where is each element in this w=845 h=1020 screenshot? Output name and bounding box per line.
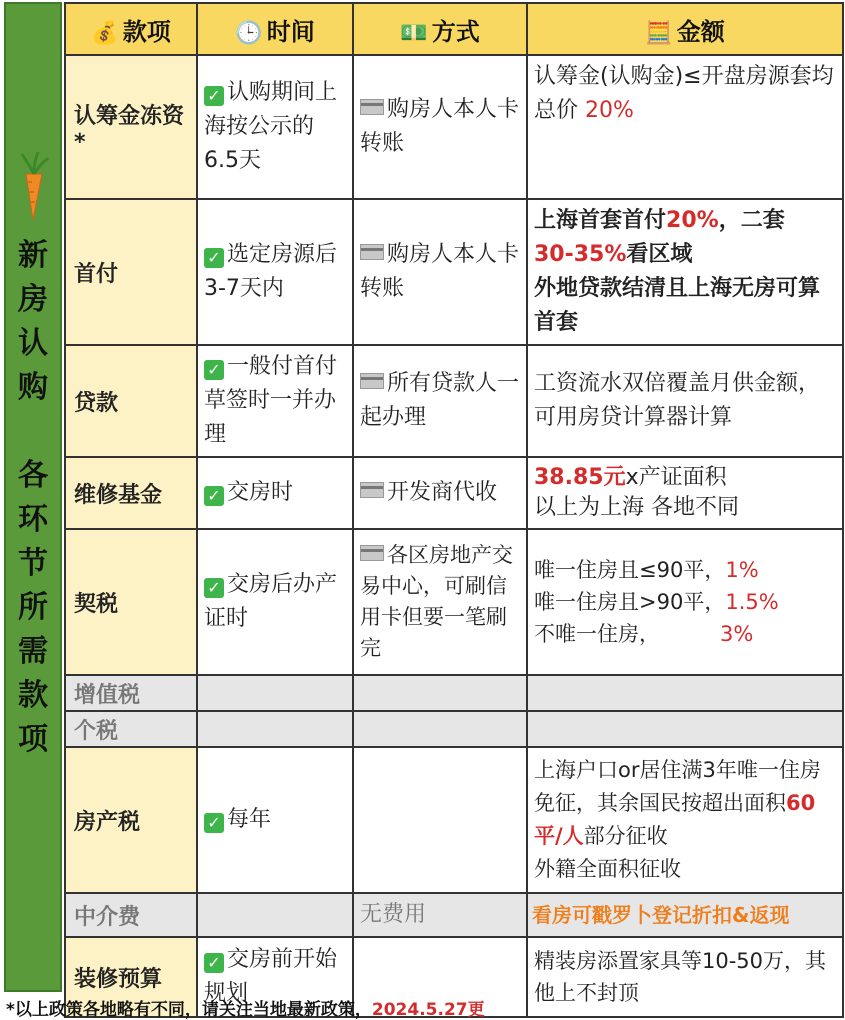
row-time <box>197 675 353 711</box>
side-title-char: 各 <box>18 458 48 493</box>
time-text: 交房时 <box>227 480 294 505</box>
amount-text: x产证面积 <box>625 465 727 490</box>
row-name: 增值税 <box>65 675 197 711</box>
side-title-char: 节 <box>18 546 48 581</box>
amount-text: 上海户口or居住满3年唯一住房免征，其余国民按超出面积 <box>534 758 821 815</box>
table-row <box>65 457 843 529</box>
row-amount <box>527 711 843 747</box>
row-name: 贷款 <box>65 345 197 457</box>
row-method <box>353 345 527 457</box>
time-text: 选定房源后3-7天内 <box>204 242 338 301</box>
row-method <box>353 529 527 675</box>
row-name: 个税 <box>65 711 197 747</box>
row-time <box>197 199 353 345</box>
row-time <box>197 747 353 893</box>
table-row <box>65 345 843 457</box>
row-time <box>197 55 353 199</box>
header-label: 款项 <box>122 17 171 46</box>
side-title-char: 所 <box>18 590 48 625</box>
method-text: 各区房地产交易中心，可刷信用卡但要一笔刷完 <box>360 543 513 660</box>
card-icon <box>360 482 384 498</box>
row-name: 维修基金 <box>65 457 197 529</box>
amount-highlight: 20% <box>585 98 634 123</box>
row-amount <box>527 199 843 345</box>
card-icon <box>360 244 384 260</box>
header-time <box>197 3 353 55</box>
time-text: 每年 <box>227 807 272 832</box>
row-name: 契税 <box>65 529 197 675</box>
amount-text: 外籍全面积征收 <box>534 857 681 881</box>
row-method <box>353 199 527 345</box>
side-title-char: 购 <box>18 370 48 405</box>
header-label: 方式 <box>431 17 480 46</box>
amount-text: 以上为上海 各地不同 <box>534 495 739 520</box>
amount-highlight: 30-35% <box>534 242 627 267</box>
side-title-char: 新 <box>18 238 48 273</box>
row-method <box>353 55 527 199</box>
check-icon: ✓ <box>204 813 224 833</box>
side-title-char: 环 <box>18 502 48 537</box>
banknote-icon: 💵 <box>400 20 428 46</box>
table-row <box>65 55 843 199</box>
row-amount <box>527 55 843 199</box>
side-title <box>6 234 60 762</box>
row-time <box>197 529 353 675</box>
check-icon: ✓ <box>204 360 224 380</box>
clock-icon: 🕒 <box>235 20 263 46</box>
header-method <box>353 3 527 55</box>
method-text: 购房人本人卡转账 <box>360 97 520 156</box>
amount-highlight: 60平/人 <box>534 791 816 848</box>
card-icon <box>360 99 384 115</box>
table-row <box>65 747 843 893</box>
money-bag-icon: 💰 <box>91 20 119 46</box>
method-text: 所有贷款人一起办理 <box>360 371 520 430</box>
row-amount <box>527 675 843 711</box>
header-label: 时间 <box>266 17 315 46</box>
side-title-char: 项 <box>18 722 48 757</box>
time-text: 交房后办产证时 <box>204 572 338 631</box>
side-title-char: 认 <box>18 326 48 361</box>
row-amount <box>527 529 843 675</box>
header-amount <box>527 3 843 55</box>
card-icon <box>360 545 384 561</box>
amount-highlight: 38.85元 <box>534 465 626 490</box>
row-method <box>353 457 527 529</box>
method-text: 开发商代收 <box>387 480 498 505</box>
row-amount <box>527 457 843 529</box>
check-icon: ✓ <box>204 248 224 268</box>
amount-text: 外地贷款结清且上海无房可算首套 <box>534 276 821 335</box>
card-icon <box>360 373 384 389</box>
footer-text: *以上政策各地略有不同，请关注当地最新政策， <box>6 1000 372 1020</box>
row-method: 无费用 <box>353 893 527 937</box>
amount-text: 看区域 <box>626 242 693 267</box>
row-method <box>353 675 527 711</box>
time-text: 一般付首付草签时一并办理 <box>204 354 338 447</box>
row-amount: 看房可戳罗卜登记折扣&返现 <box>527 893 843 937</box>
row-time <box>197 345 353 457</box>
footer-date: 2024.5.27 <box>371 1000 468 1020</box>
amount-text: 不唯一住房， <box>534 622 660 646</box>
amount-text: 上海首套首付 <box>534 208 667 233</box>
footer-note <box>6 995 485 1020</box>
row-name: 首付 <box>65 199 197 345</box>
table-row <box>65 199 843 345</box>
amount-highlight: 1.5% <box>725 590 779 614</box>
side-banner <box>4 2 62 992</box>
table-row <box>65 529 843 675</box>
amount-highlight: 1% <box>725 558 759 582</box>
time-text: 交房前开始规划 <box>204 947 338 1006</box>
check-icon: ✓ <box>204 86 224 106</box>
amount-text: 唯一住房且>90平， <box>534 590 726 614</box>
amount-text: 唯一住房且≤90平， <box>534 558 726 582</box>
payment-table <box>64 2 844 1018</box>
check-icon: ✓ <box>204 486 224 506</box>
table-row <box>65 711 843 747</box>
carrot-icon <box>16 152 52 222</box>
header-label: 金额 <box>676 17 725 46</box>
amount-text: ，二套 <box>718 208 785 233</box>
side-title-char: 需 <box>18 634 48 669</box>
header-item <box>65 3 197 55</box>
side-title-char: 款 <box>18 678 48 713</box>
header-row <box>65 3 843 55</box>
row-name: 认筹金冻资* <box>65 55 197 199</box>
row-name: 中介费 <box>65 893 197 937</box>
row-amount: 精装房添置家具等10-50万，其他上不封顶 <box>527 937 843 1017</box>
row-time <box>197 457 353 529</box>
row-time <box>197 893 353 937</box>
row-name: 装修预算 <box>65 937 197 1017</box>
amount-highlight: 3% <box>720 622 754 646</box>
row-amount: 工资流水双倍覆盖月供金额，可用房贷计算器计算 <box>527 345 843 457</box>
amount-text: 认筹金(认购金)≤开盘房源套均总价 <box>534 64 834 123</box>
amount-text: 部分征收 <box>583 824 668 848</box>
side-title-char <box>6 410 60 454</box>
row-amount <box>527 747 843 893</box>
method-text: 购房人本人卡转账 <box>360 242 520 301</box>
table-row <box>65 893 843 937</box>
row-name: 房产税 <box>65 747 197 893</box>
row-time <box>197 711 353 747</box>
table-row <box>65 675 843 711</box>
row-method <box>353 711 527 747</box>
time-text: 认购期间上海按公示的6.5天 <box>204 80 338 173</box>
side-title-char: 房 <box>18 282 48 317</box>
footer-suffix: 更 <box>467 1000 485 1020</box>
check-icon: ✓ <box>204 953 224 973</box>
abacus-icon: 🧮 <box>645 20 673 46</box>
check-icon: ✓ <box>204 578 224 598</box>
row-method <box>353 747 527 893</box>
amount-highlight: 20% <box>666 208 719 233</box>
